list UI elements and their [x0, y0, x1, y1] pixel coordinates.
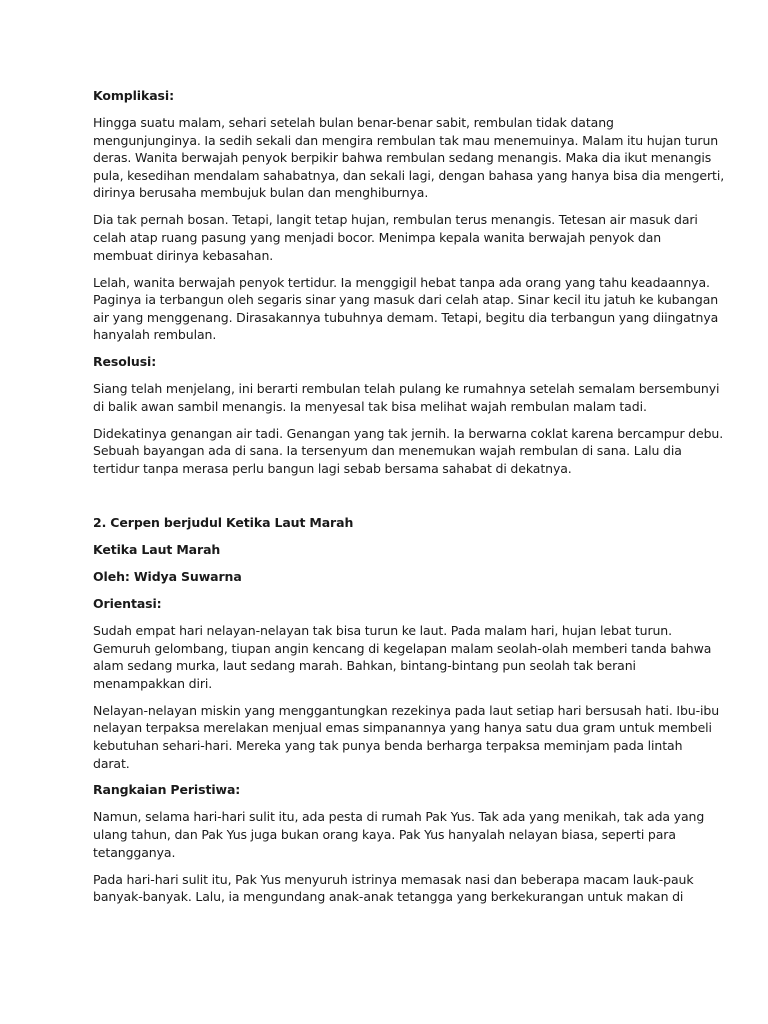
text-line: Gemuruh gelombang, tiupan angin kencang di kegelapan malam seolah-olah memberi tanda bahwa [93, 640, 712, 656]
text-line: alam sedang murka, laut sedang marah. Bahkan, bintang-bintang pun seolah tak berani [93, 658, 636, 674]
text-line: Paginya ia terbangun oleh segaris sinar yang masuk dari celah atap. Sinar kecil itu jatuh ke kubangan [93, 292, 719, 308]
text-line: Pada hari-hari sulit itu, Pak Yus menyuruh istrinya memasak nasi dan beberapa macam lauk-pauk [93, 871, 694, 887]
text-line: Hingga suatu malam, sehari setelah bulan benar-benar sabit, rembulan tidak datang [93, 114, 614, 130]
text-line: Lelah, wanita berwajah penyok tertidur. Ia menggigil hebat tanpa ada orang yang tahu keadaannya. [93, 274, 710, 290]
text-line: Siang telah menjelang, ini berarti rembulan telah pulang ke rumahnya setelah semalam bersembunyi [93, 381, 720, 397]
paragraph-komplikasi-3 [93, 274, 719, 344]
text-line: mengunjunginya. Ia sedih sekali dan mengira rembulan tak mau menemuinya. Malam itu hujan turun [93, 132, 719, 148]
paragraph-komplikasi-1 [93, 114, 725, 202]
text-line: Sebuah bayangan ada di sana. Ia tersenyum dan menemukan wajah rembulan di sana. Lalu dia [93, 443, 682, 459]
text-line: darat. [93, 755, 130, 771]
text-line: dirinya berusaha membujuk bulan dan menghiburnya. [93, 185, 429, 201]
text-line: Didekatinya genangan air tadi. Genangan yang tak jernih. Ia berwarna coklat karena bercampur debu. [93, 425, 724, 441]
text-line: Namun, selama hari-hari sulit itu, ada pesta di rumah Pak Yus. Tak ada yang menikah, tak ada yang [93, 809, 705, 825]
story-author: Oleh: Widya Suwarna [93, 568, 242, 584]
text-line: di balik awan sambil menangis. Ia menyesal tak bisa melihat wajah rembulan malam tadi. [93, 398, 647, 414]
text-line: air yang menggenang. Dirasakannya tubuhnya demam. Tetapi, begitu dia terbangun yang diingatnya [93, 309, 719, 325]
document-body [93, 87, 725, 906]
text-line: Dia tak pernah bosan. Tetapi, langit tetap hujan, rembulan terus menangis. Tetesan air masuk dari [93, 212, 698, 228]
paragraph-resolusi-1 [93, 380, 720, 415]
section-spacer [93, 487, 683, 514]
text-line: Nelayan-nelayan miskin yang menggantungkan rezekinya pada laut setiap hari bersusah hati. Ibu-ibu [93, 702, 720, 718]
text-line: menampakkan diri. [93, 675, 213, 691]
text-line: nelayan terpaksa merelakan menjual emas simpanannya yang hanya satu dua gram untuk membeli [93, 720, 712, 736]
text-line: membuat dirinya kebasahan. [93, 247, 274, 263]
heading-komplikasi: Komplikasi: [93, 88, 174, 103]
section-title: 2. Cerpen berjudul Ketika Laut Marah [93, 515, 354, 531]
paragraph-resolusi-2 [93, 425, 724, 478]
paragraph-orientasi-2 [93, 702, 720, 772]
paragraph-komplikasi-2 [93, 211, 698, 264]
text-line: celah atap ruang pasung yang menjadi bocor. Menimpa kepala wanita berwajah penyok dan [93, 229, 662, 245]
text-line: ulang tahun, dan Pak Yus juga bukan orang kaya. Pak Yus hanyalah nelayan biasa, seperti para [93, 827, 676, 843]
text-line: tetangganya. [93, 844, 176, 860]
text-line: banyak-banyak. Lalu, ia mengundang anak-anak tetangga yang berkekurangan untuk makan di [93, 889, 684, 905]
paragraph-rangkaian-2 [93, 871, 694, 906]
text-line: Sudah empat hari nelayan-nelayan tak bisa turun ke laut. Pada malam hari, hujan lebat turun. [93, 622, 673, 638]
text-line: hanyalah rembulan. [93, 327, 217, 343]
paragraph-orientasi-1 [93, 622, 712, 692]
story-title: Ketika Laut Marah [93, 542, 221, 557]
heading-resolusi: Resolusi: [93, 354, 157, 370]
heading-orientasi: Orientasi: [93, 595, 162, 611]
text-line: tertidur tanpa merasa perlu bangun lagi sebab bersama sahabat di dekatnya. [93, 461, 572, 477]
text-line: deras. Wanita berwajah penyok berpikir bahwa rembulan sedang menangis. Maka dia ikut menangis [93, 150, 712, 166]
heading-rangkaian-peristiwa: Rangkaian Peristiwa: [93, 782, 241, 798]
text-line: pula, kesedihan mendalam sahabatnya, dan sekali lagi, dengan bahasa yang hanya bisa dia mengerti, [93, 167, 725, 183]
text-line: kebutuhan sehari-hari. Mereka yang tak punya benda berharga terpaksa meminjam pada lintah [93, 737, 683, 753]
paragraph-rangkaian-1 [93, 808, 705, 861]
